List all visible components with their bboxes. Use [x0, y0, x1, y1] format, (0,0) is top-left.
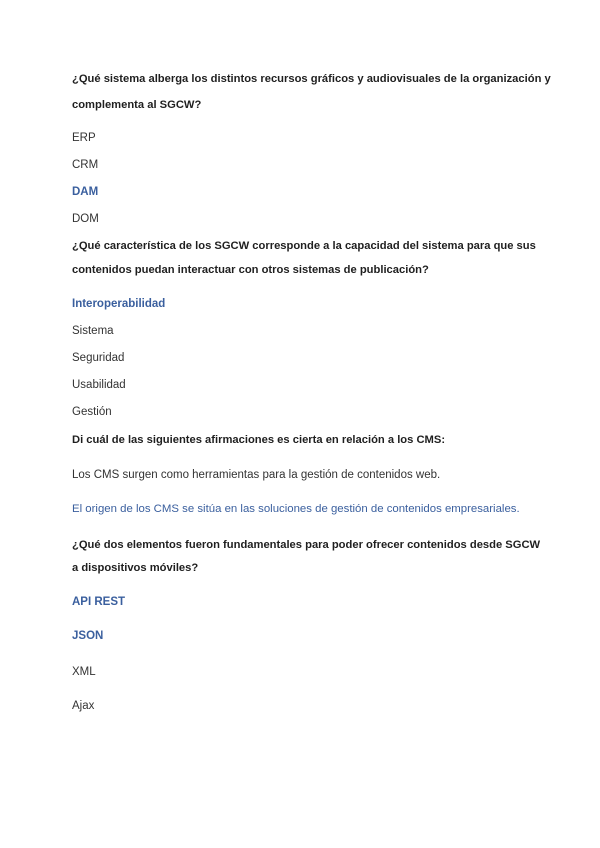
question-3-line-1: Di cuál de las siguientes afirmaciones es cierta en relación a los CMS:	[72, 434, 446, 446]
correct-answer-option: API REST	[72, 596, 126, 608]
answer-option: CRM	[72, 159, 99, 171]
correct-answer-option: DAM	[72, 186, 99, 198]
answer-option: Ajax	[72, 700, 95, 712]
answer-option: Usabilidad	[72, 379, 126, 391]
correct-answer-option: JSON	[72, 630, 104, 642]
question-2-line-2: contenidos puedan interactuar con otros sistemas de publicación?	[72, 264, 429, 276]
answer-option: DOM	[72, 213, 99, 225]
question-1-line-1: ¿Qué sistema alberga los distintos recursos gráficos y audiovisuales de la organización y	[72, 73, 551, 85]
question-4-line-2: a dispositivos móviles?	[72, 562, 199, 574]
answer-option: ERP	[72, 132, 96, 144]
question-1-line-2: complementa al SGCW?	[72, 99, 202, 111]
answer-option: Sistema	[72, 325, 114, 337]
correct-answer-option: Interoperabilidad	[72, 298, 166, 310]
answer-option: Seguridad	[72, 352, 125, 364]
answer-option: XML	[72, 666, 96, 678]
correct-answer-option: El origen de los CMS se sitúa en las soluciones de gestión de contenidos empresariales.	[72, 503, 520, 515]
answer-option: Los CMS surgen como herramientas para la gestión de contenidos web.	[72, 469, 441, 481]
question-2-line-1: ¿Qué característica de los SGCW corresponde a la capacidad del sistema para que sus	[72, 240, 536, 252]
question-4-line-1: ¿Qué dos elementos fueron fundamentales para poder ofrecer contenidos desde SGCW	[72, 539, 541, 551]
answer-option: Gestión	[72, 406, 112, 418]
